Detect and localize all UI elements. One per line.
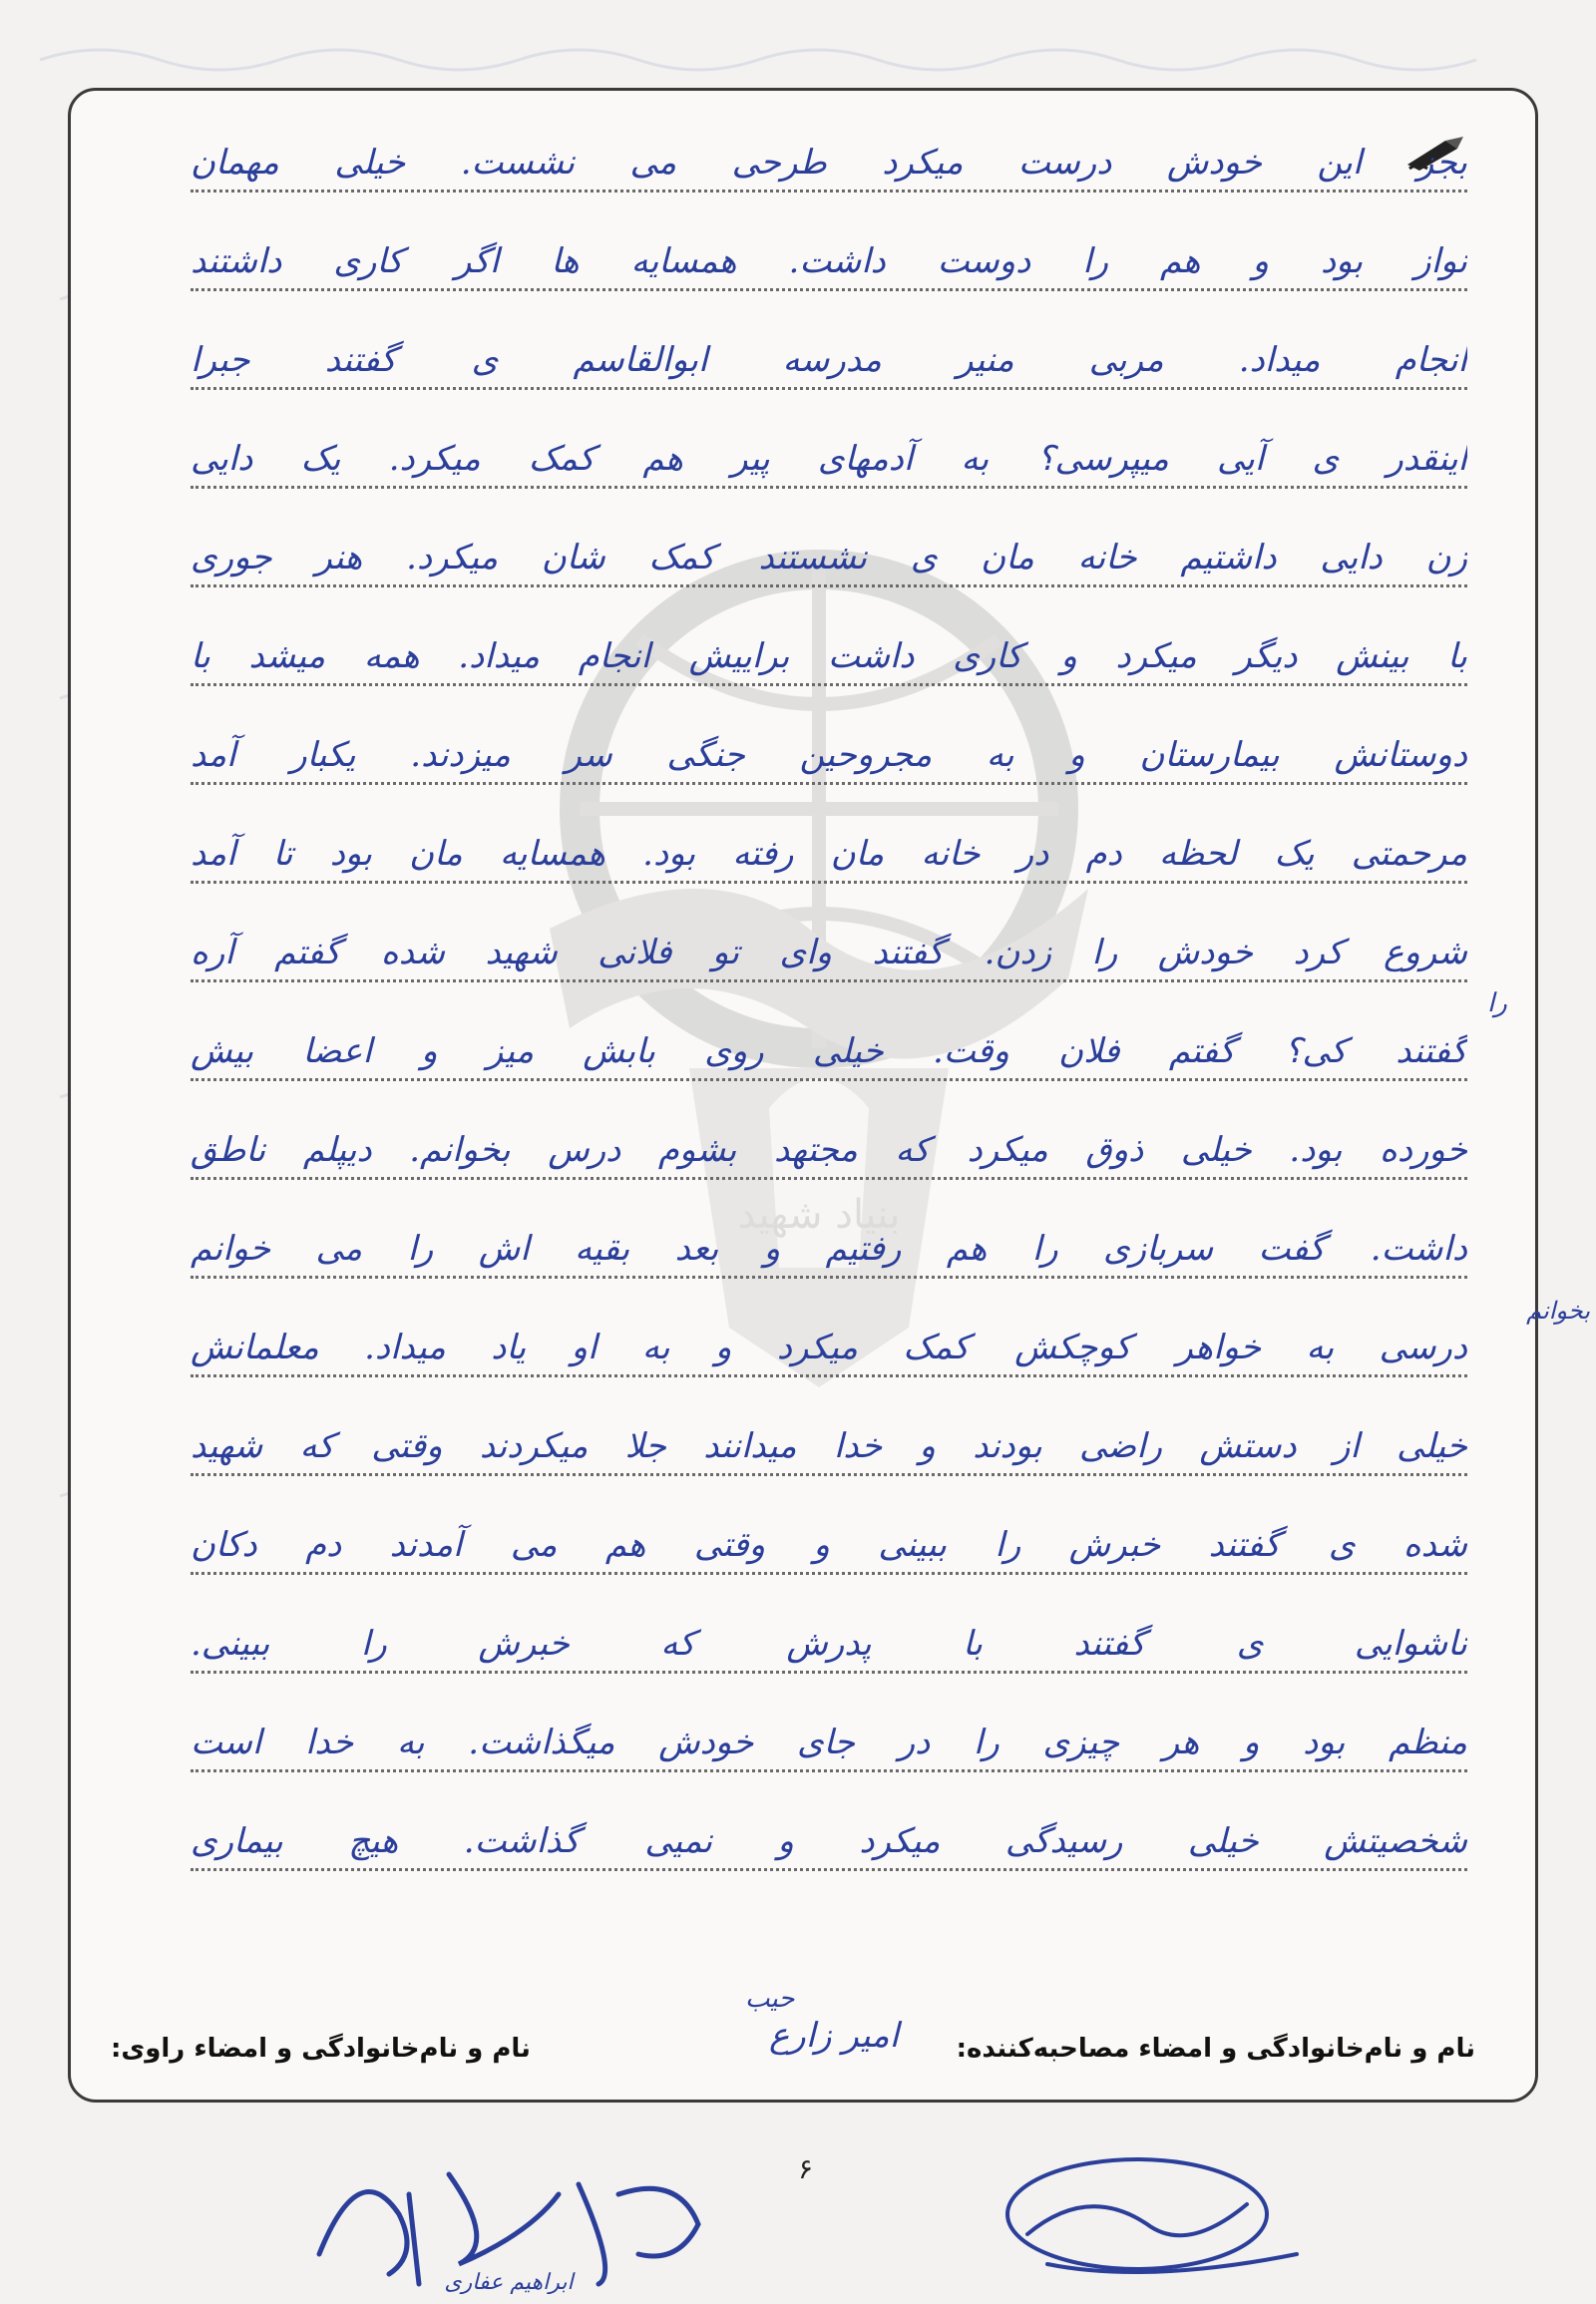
interviewer-signature-label: نام و نام‌خانوادگی و امضاء مصاحبه‌کننده: (956, 2034, 1475, 2064)
handwritten-text-block (71, 91, 1538, 2026)
text-line: مرحمتی یک لحظه دم در خانه مان رفته بود. همسایه مان بود تا آمد (191, 824, 1467, 884)
text-line: انجام میداد. مربی منیر مدرسه ابوالقاسم ی گفتند جبرا (191, 330, 1467, 390)
text-line: درسی به خواهر کوچکش کمک میکرد و به او یاد میداد. معلمانش (191, 1318, 1467, 1377)
text-line: خورده بود. خیلی ذوق میکرد که مجتهد بشوم درس بخوانم. دیپلم ناطق (191, 1120, 1467, 1180)
text-line: نواز بود و هم را دوست داشت. همسایه ها اگر کاری داشتند (191, 231, 1467, 291)
text-line: زن دایی داشتیم خانه مان ی نشستند کمک شان میکرد. هنر جوری (191, 528, 1467, 587)
interviewer-name: امیر زارع (769, 2016, 900, 2056)
margin-note-above-name: حیب (745, 1984, 795, 2014)
text-line: اینقدر ی آیی میپرسی؟ به آدمهای پیر هم کمک میکرد. یک دایی (191, 429, 1467, 489)
text-line: ناشوایی ی گفتند با پدرش که خبرش را ببینی. (191, 1614, 1467, 1674)
margin-note-outside: بخوانم (1526, 1297, 1590, 1325)
text-line: با بینش دیگر میکرد و کاری داشت براییش انجام میداد. همه میشد با (191, 626, 1467, 686)
text-line: منظم بود و هر چیزی را در جای خودش میگذاشت. به خدا است (191, 1713, 1467, 1772)
lined-page-frame (68, 88, 1538, 2103)
watermark-caption: بنیاد شهید (737, 1192, 901, 1238)
interviewer-signature-text: ابراهیم عفاری (444, 2270, 574, 2294)
margin-note: را (1487, 988, 1507, 1018)
text-line: داشت. گفت سربازی را هم رفتیم و بعد بقیه اش را می خوانم (191, 1219, 1467, 1279)
narrator-signature-label: نام و نام‌خانوادگی و امضاء راوی: (111, 2034, 531, 2064)
page-number: ۶ (798, 2152, 814, 2185)
text-line: گفتند کی؟ گفتم فلان وقت. خیلی روی بابش میز و اعضا بیش (191, 1021, 1467, 1081)
text-line: دوستانش بیمارستان و به مجروحین جنگی سر میزدند. یکبار آمد (191, 725, 1467, 785)
text-line: شده ی گفتند خبرش را ببینی و وقتی هم می آمدند دم دکان (191, 1515, 1467, 1575)
narrator-signature (988, 2144, 1317, 2284)
text-line: شروع کرد خودش را زدن. گفتند وای تو فلانی شهید شده گفتم آره (191, 923, 1467, 982)
text-line: شخصیتش خیلی رسیدگی میکرد و نمیی گذاشت. هیچ بیماری (191, 1811, 1467, 1871)
text-line: خیلی از دستش راضی بودند و خدا میدانند جلا میکردند وقتی که شهید (191, 1416, 1467, 1476)
interviewer-signature (299, 2134, 718, 2294)
text-line: بجز این خودش درست میکرد طرحی می نشست. خیلی مهمان (191, 133, 1467, 192)
